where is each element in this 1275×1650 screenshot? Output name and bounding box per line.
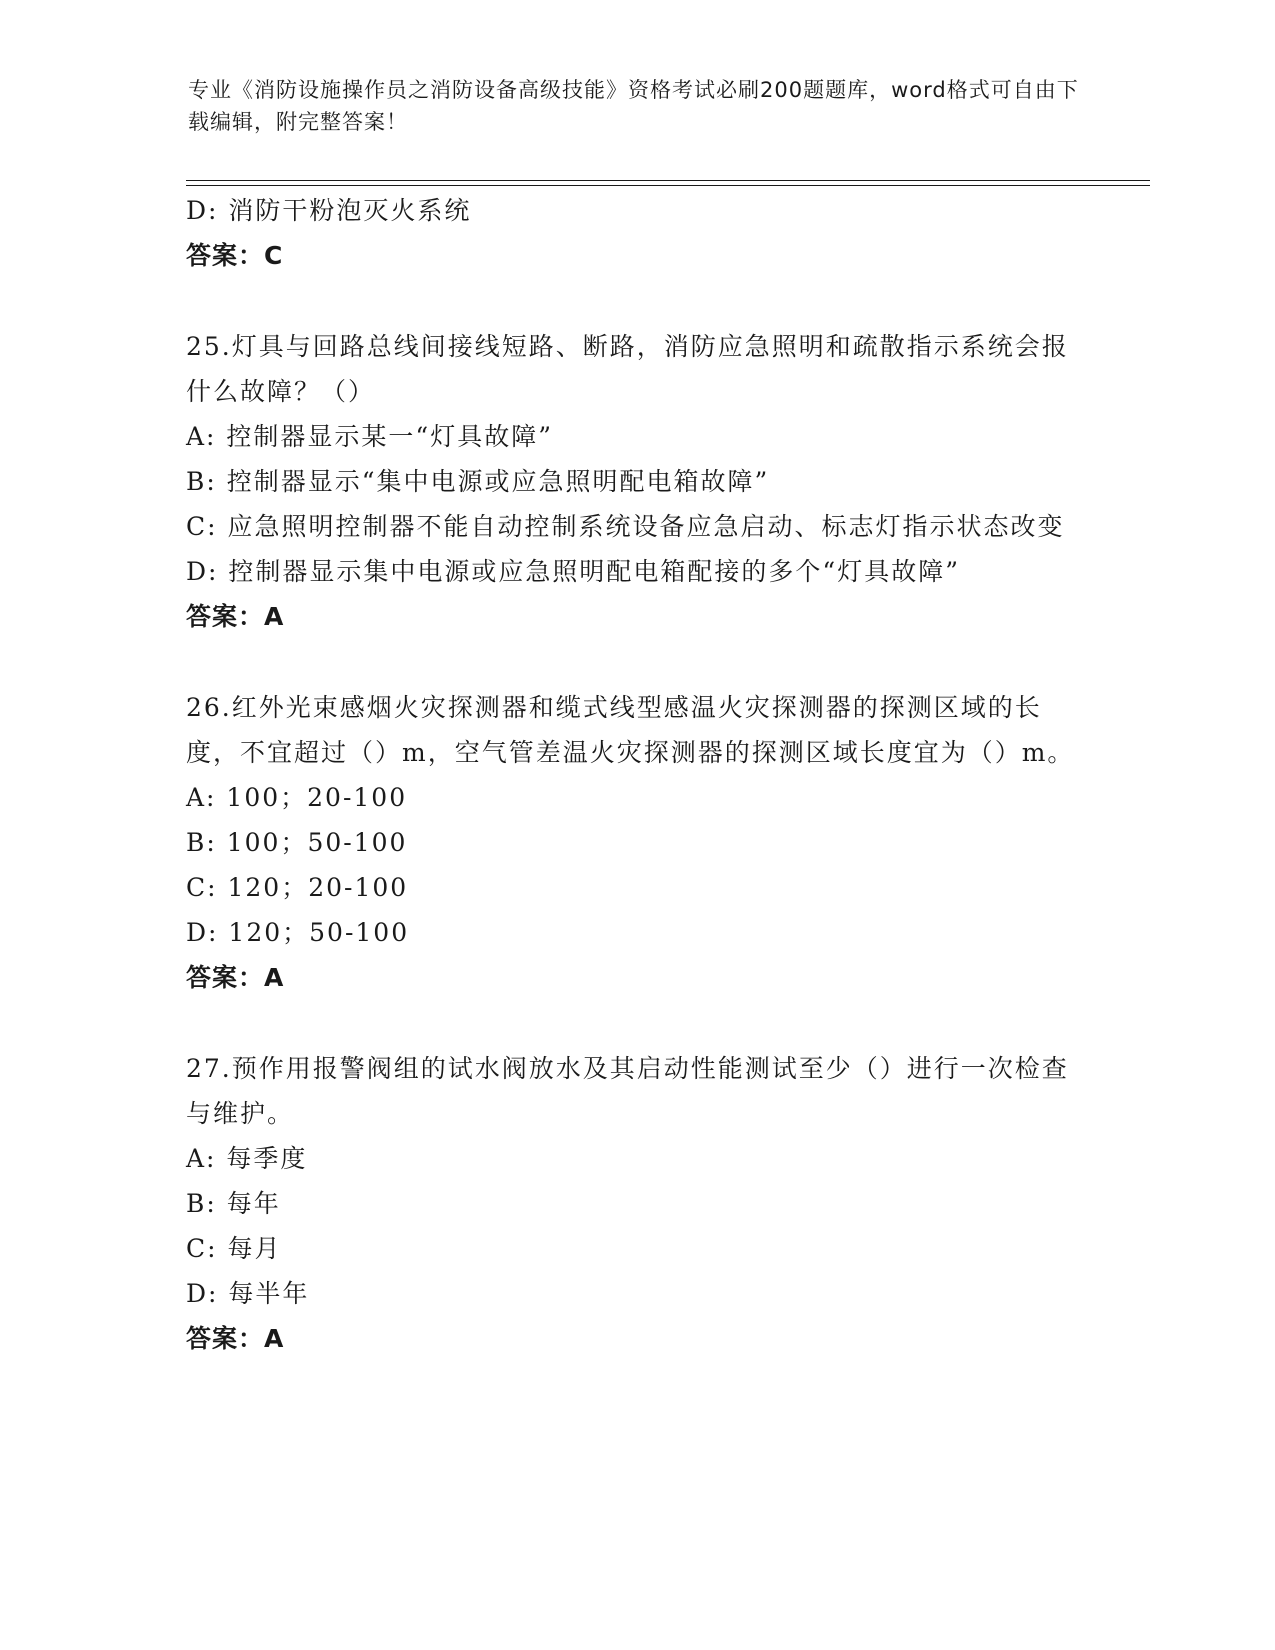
option-d: D: 120；50-100 <box>186 918 410 947</box>
answer: 答案：A <box>186 1324 285 1353</box>
question-stem: 26.红外光束感烟火灾探测器和缆式线型感温火灾探测器的探测区域的长度，不宜超过（）m，空气管差温火灾探测器的探测区域长度宜为（）m。 <box>186 693 1075 767</box>
option-c: C: 每月 <box>186 1234 282 1263</box>
option-a: A: 100；20-100 <box>186 783 408 812</box>
option-a: A: 每季度 <box>186 1144 308 1173</box>
option-b: B: 每年 <box>186 1189 281 1218</box>
question-stem: 27.预作用报警阀组的试水阀放水及其启动性能测试至少（）进行一次检查与维护。 <box>186 1054 1069 1128</box>
question-26 <box>186 685 1086 1000</box>
question-25 <box>186 324 1086 639</box>
answer: 答案：A <box>186 963 285 992</box>
option-d: D: 每半年 <box>186 1279 310 1308</box>
question-stem: 25.灯具与回路总线间接线短路、断路，消防应急照明和疏散指示系统会报什么故障？（） <box>186 332 1069 406</box>
document-header: 专业《消防设施操作员之消防设备高级技能》资格考试必刷200题题库，word格式可自由下载编辑，附完整答案！ <box>188 78 1079 134</box>
answer: 答案：A <box>186 602 285 631</box>
prev-option-d: D: 消防干粉泡灭火系统 <box>186 196 472 225</box>
option-c: C: 120；20-100 <box>186 873 409 902</box>
option-d: D: 控制器显示集中电源或应急照明配电箱配接的多个“灯具故障” <box>186 557 960 586</box>
option-c: C: 应急照明控制器不能自动控制系统设备应急启动、标志灯指示状态改变 <box>186 512 1065 541</box>
header-divider-bottom <box>186 185 1150 186</box>
question-27 <box>186 1046 1086 1361</box>
prev-answer: 答案：C <box>186 241 284 270</box>
option-a: A: 控制器显示某一“灯具故障” <box>186 422 553 451</box>
option-b: B: 100；50-100 <box>186 828 408 857</box>
question-content <box>186 188 1086 1361</box>
option-b: B: 控制器显示“集中电源或应急照明配电箱故障” <box>186 467 770 496</box>
header-divider-top <box>186 180 1150 181</box>
